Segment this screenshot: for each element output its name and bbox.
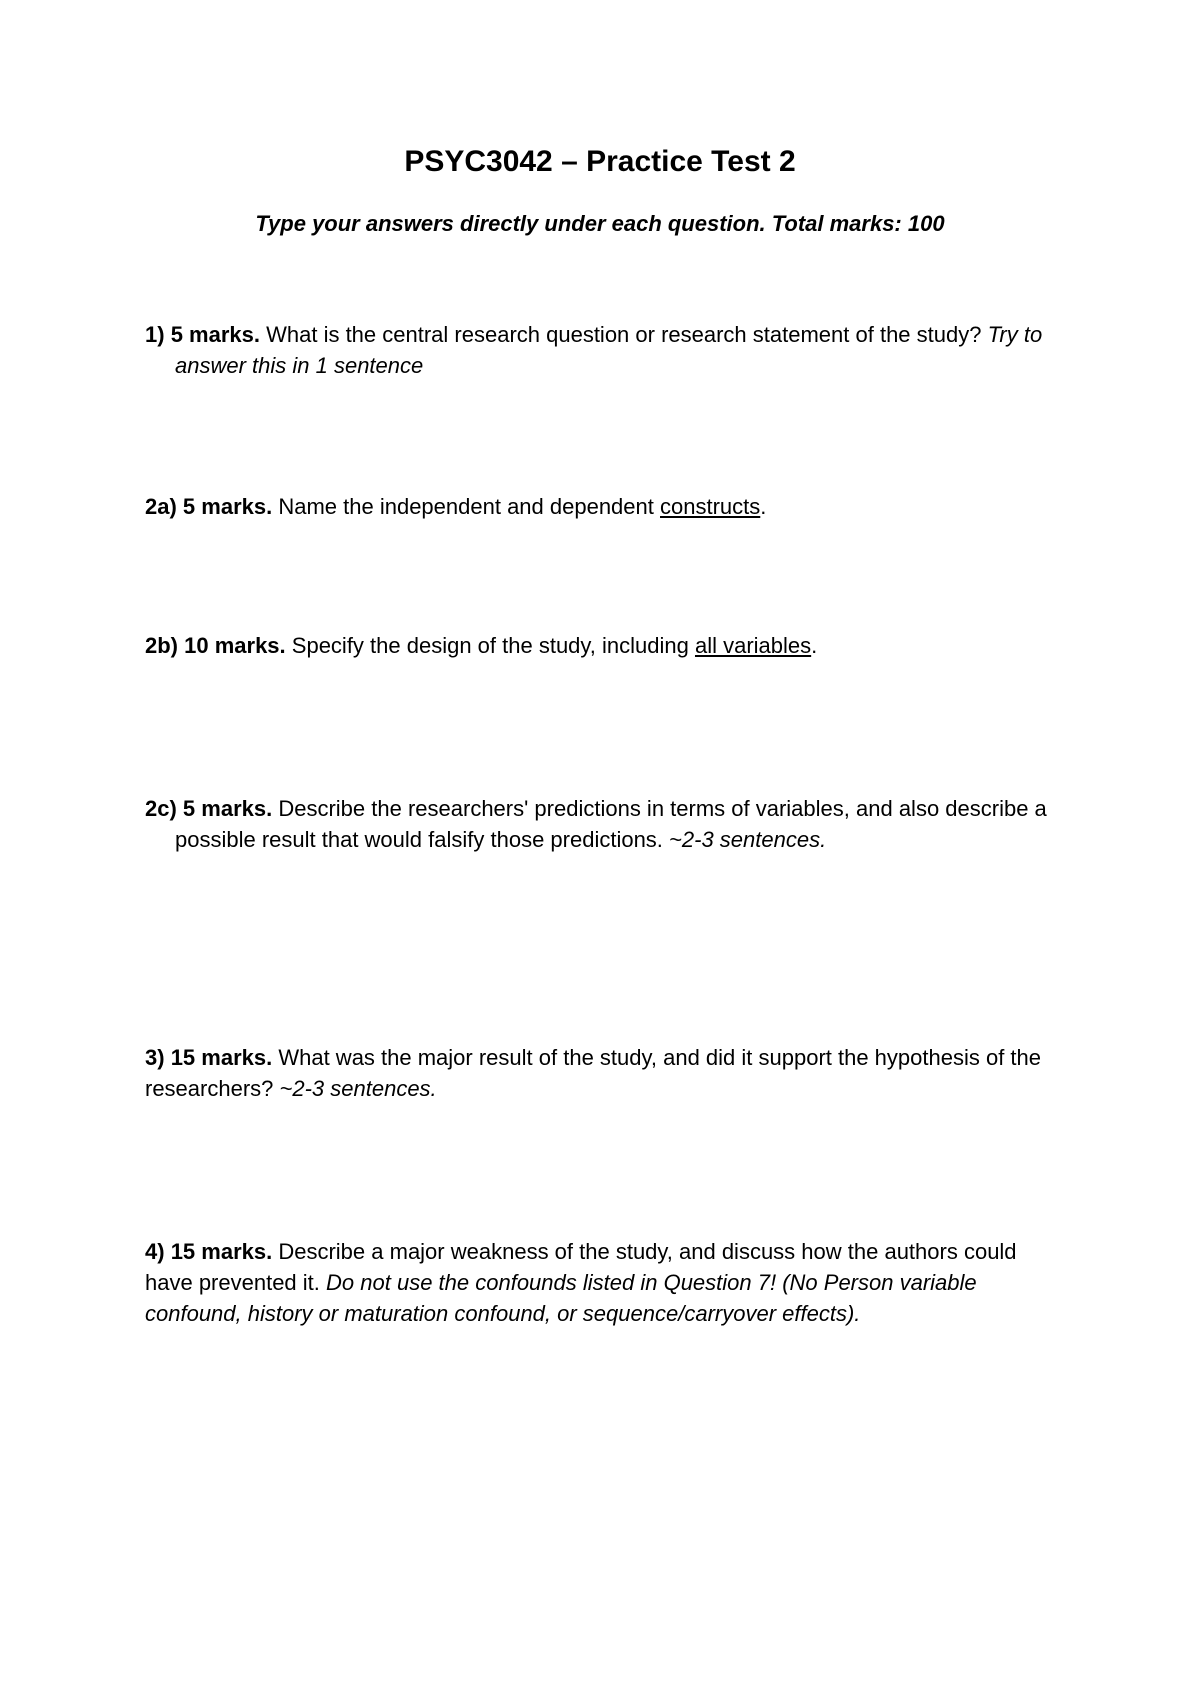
question-note: Try to answer this in 1 sentence (175, 322, 1043, 378)
question-2a (145, 491, 1065, 522)
question-text: What is the central research question or research statement of the study? (266, 322, 982, 347)
page-title: PSYC3042 – Practice Test 2 (404, 145, 796, 178)
underlined-term: all variables (694, 633, 812, 658)
question-text-end: . (760, 494, 767, 519)
question-label: 3) (145, 1045, 165, 1070)
question-note: ~2-3 sentences. (669, 827, 827, 852)
question-3 (145, 1042, 1065, 1104)
question-marks: 5 marks. (182, 494, 273, 519)
question-marks: 15 marks. (170, 1045, 273, 1070)
question-label: 2c) (145, 796, 177, 821)
question-marks: 15 marks. (170, 1239, 273, 1264)
underlined-term: constructs (660, 494, 761, 519)
question-2b (145, 630, 1065, 661)
question-text: Describe the researchers' predictions in terms of variables, and also describe a possible result that would falsify those predictions. (175, 796, 1047, 852)
question-note: Do not use the confounds listed in Question 7! (No Person variable confound, history or maturation confound, or sequence/carryover effects). (145, 1270, 977, 1326)
question-text: Specify the design of the study, including (291, 633, 689, 658)
question-label: 1) (145, 322, 165, 347)
question-text: Describe a major weakness of the study, and discuss how the authors could have prevented it. (145, 1239, 1017, 1295)
question-marks: 5 marks. (182, 796, 273, 821)
question-text: What was the major result of the study, and did it support the hypothesis of the researchers? (145, 1045, 1042, 1101)
question-text-end: . (811, 633, 818, 658)
question-note: ~2-3 sentences. (279, 1076, 437, 1101)
question-marks: 5 marks. (170, 322, 260, 347)
question-label: 2b) (145, 633, 178, 658)
question-marks: 10 marks. (184, 633, 286, 658)
question-text: Name the independent and dependent (278, 494, 654, 519)
question-4 (145, 1236, 1065, 1329)
question-label: 2a) (145, 494, 177, 519)
question-2c (145, 793, 1095, 855)
question-label: 4) (145, 1239, 165, 1264)
instructions: Type your answers directly under each question. Total marks: 100 (255, 211, 945, 236)
question-1 (145, 319, 1095, 381)
